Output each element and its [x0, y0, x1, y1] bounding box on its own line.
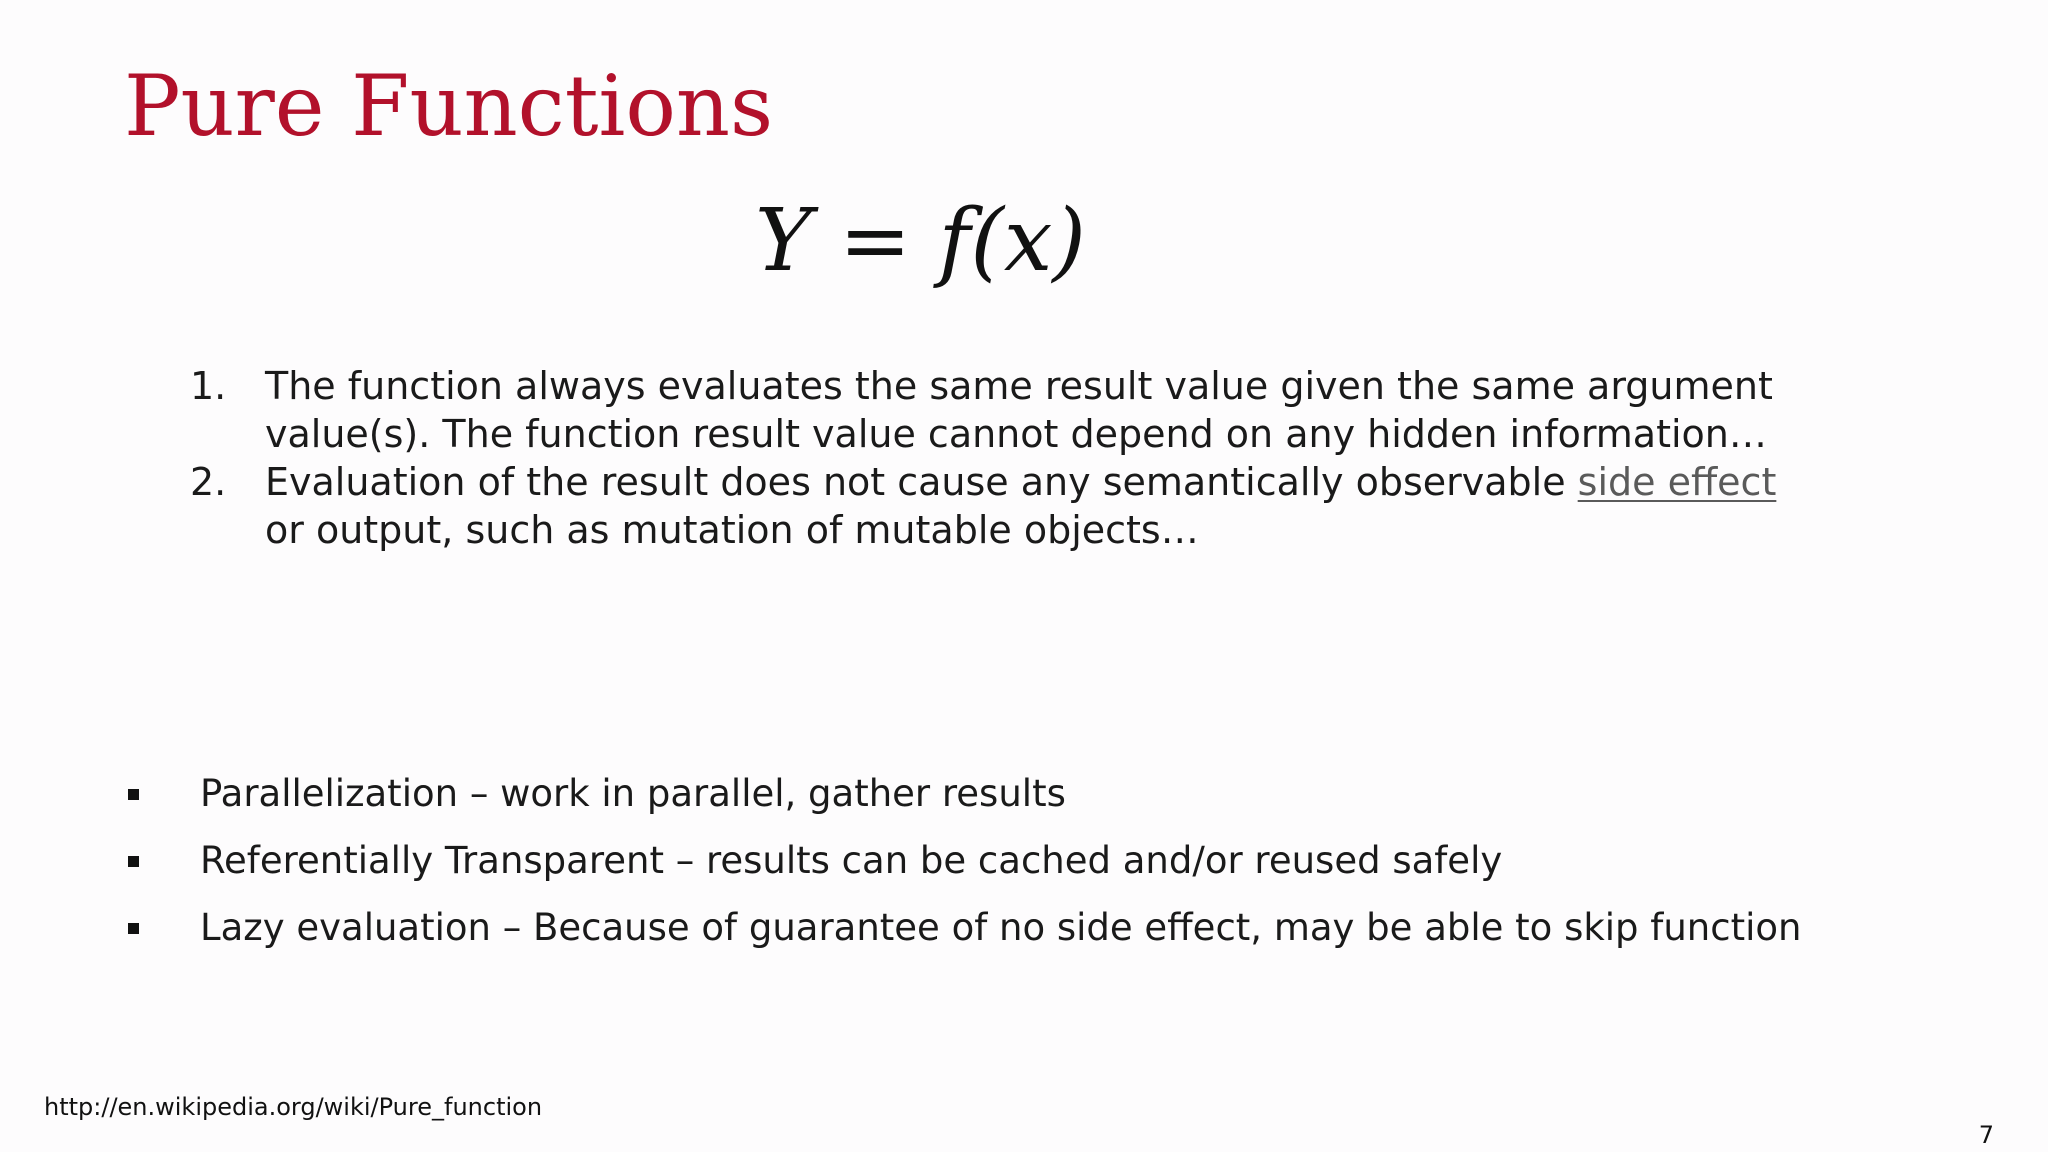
source-url: http://en.wikipedia.org/wiki/Pure_function — [44, 1093, 543, 1121]
bullet-item — [120, 760, 1920, 827]
bullet-item — [120, 894, 1920, 961]
bullet-text: Lazy evaluation – Because of guarantee of no side effect, may be able to skip function — [200, 906, 1802, 949]
item-text-after: or output, such as mutation of mutable objects… — [265, 508, 1199, 552]
item-text-before: Evaluation of the result does not cause any semantically observable — [265, 460, 1578, 504]
bullet-item — [120, 827, 1920, 894]
side-effect-link[interactable]: side effect — [1577, 460, 1777, 504]
item-number: 2. — [190, 460, 227, 504]
numbered-item-2 — [190, 458, 1790, 554]
square-bullet-icon — [128, 923, 139, 934]
item-text: The function always evaluates the same result value given the same argument value(s). The function result value cannot depend on any hidden information… — [265, 364, 1773, 456]
slide-title: Pure Functions — [124, 57, 774, 155]
numbered-list — [190, 362, 1790, 554]
square-bullet-icon — [128, 856, 139, 867]
bullet-text: Referentially Transparent – results can be cached and/or reused safely — [200, 839, 1503, 882]
square-bullet-icon — [128, 789, 139, 800]
bullet-list — [120, 760, 1920, 961]
formula-text: Y = f(x) — [755, 191, 1086, 291]
formula-handwritten — [745, 188, 1086, 308]
page-number: 7 — [1978, 1121, 1994, 1149]
numbered-item-1 — [190, 362, 1790, 458]
item-number: 1. — [190, 364, 227, 408]
bullet-text: Parallelization – work in parallel, gather results — [200, 772, 1066, 815]
